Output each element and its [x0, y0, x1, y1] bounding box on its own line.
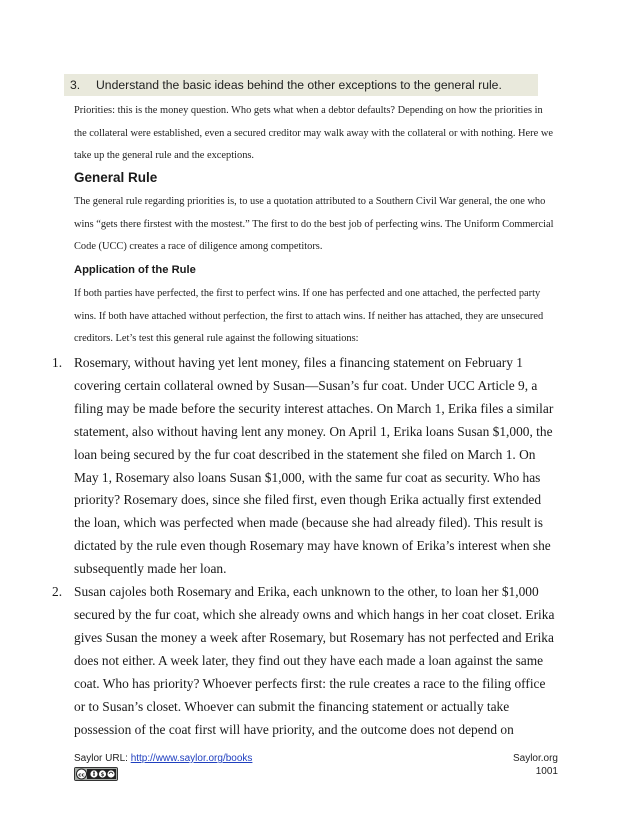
svg-text:cc: cc [78, 772, 85, 779]
intro-paragraph: Priorities: this is the money question. Who gets what when a debtor defaults? Depending on how the priorities in the collateral were established, even a secured creditor may walk away with the collateral or with nothing. Here we take up the general rule and the exceptions. [74, 105, 553, 161]
page-number: 1001 [535, 766, 558, 777]
situations-list [0, 352, 630, 741]
creative-commons-icon [74, 767, 118, 781]
footer-site: Saylor.org [512, 753, 558, 764]
learning-objective-banner [64, 74, 538, 96]
list-item-text: Rosemary, without having yet lent money, files a financing statement on February 1 covering certain collateral owned by Susan—Susan’s fur coat. Under UCC Article 9, a filing may be made before the security interest attaches. On March 1, Erika files a similar statement, also without having lent any money. On April 1, Erika loans Susan $1,000, the loan being secured by the fur coat described in the statement she filed on March 1. On May 1, Rosemary also loans Susan $1,000, with the same fur coat as security. Who has priority? Rosemary does, since she filed first, even though Erika actually first extended the loan, which was perfected when made (because she had already filed). This result is dictated by the rule even though Rosemary may have known of Erika’s interest when she subsequently made her loan. [74, 355, 554, 577]
application-paragraph: If both parties have perfected, the first to perfect wins. If one has perfected and one attached, the perfected party wins. If both have attached without perfection, the first to attach wins. If neither has attached, they are unsecured creditors. Let’s test this general rule against the following situations: [74, 288, 544, 344]
list-item [0, 352, 630, 581]
list-item-number: 1. [52, 355, 63, 370]
saylor-books-link[interactable]: http://www.saylor.org/books [130, 753, 253, 764]
footer-publisher [513, 752, 558, 778]
general-rule-paragraph: The general rule regarding priorities is, to use a quotation attributed to a Southern Civil War general, the one who wins “gets there firstest with the mostest.” The first to do the best job of perfecting wins. The Uniform Commercial Code (UCC) creates a race of diligence among competitors. [74, 196, 554, 252]
objective-number: 3. [70, 78, 81, 92]
list-item-number: 2. [52, 584, 63, 600]
objective-text: Understand the basic ideas behind the other exceptions to the general rule. [96, 78, 502, 92]
general-rule-heading: General Rule [74, 170, 158, 185]
list-item-text: Susan cajoles both Rosemary and Erika, each unknown to the other, to loan her $1,000 secured by the fur coat, which she already owns and which hangs in her coat closet. Erika gives Susan the money a week after Rosemary, but Rosemary has not perfected and Erika does not either. A week later, they find out they have each made a loan against the same coat. Who has priority? Whoever perfects first: the rule creates a race to the filing office or to Susan’s closet. Whoever can submit the financing statement or actually take possession of the coat first will have priority, and the outcome does not depend on [74, 584, 555, 737]
svg-text:$: $ [100, 772, 105, 778]
list-item [0, 581, 630, 741]
footer-url-label: Saylor URL: [74, 753, 131, 764]
application-heading: Application of the Rule [74, 264, 196, 276]
footer-source [74, 752, 252, 765]
